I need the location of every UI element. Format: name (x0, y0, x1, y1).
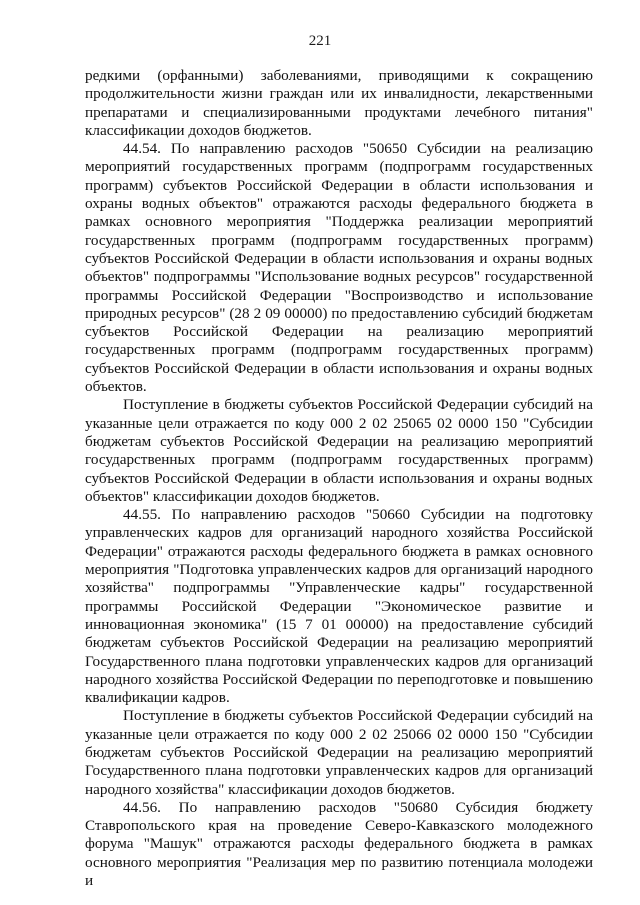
document-body (85, 67, 593, 890)
page-number: 221 (308, 33, 332, 49)
paragraph-44-55-income: Поступление в бюджеты субъектов Российской Федерации субсидий на указанные цели отражается по коду 000 2 02 25066 02 0000 150 "Субсидии бюджетам субъектов Российской Федерации на реализацию мероприятий Государственного плана подготовки управленческих кадров для организаций народного хозяйства" классификации доходов бюджетов. (85, 707, 593, 798)
paragraph-44-55: 44.55. По направлению расходов "50660 Субсидии на подготовку управленческих кадров для организаций народного хозяйства Российской Федерации" отражаются расходы федерального бюджета в рамках основного мероприятия "Подготовка управленческих кадров для организаций народного хозяйства" подпрограммы "Управленческие кадры" государственной программы Российской Федерации "Экономическое развитие и инновационная экономика" (15 7 01 00000) на предоставление субсидий бюджетам субъектов Российской Федерации на реализацию мероприятий Государственного плана подготовки управленческих кадров для организаций народного хозяйства Российской Федерации по переподготовке и повышению квалификации кадров. (85, 506, 593, 707)
paragraph-44-54-income: Поступление в бюджеты субъектов Российской Федерации субсидий на указанные цели отражается по коду 000 2 02 25065 02 0000 150 "Субсидии бюджетам субъектов Российской Федерации на реализацию мероприятий государственных программ (подпрограмм государственных программ) субъектов Российской Федерации в области использования и охраны водных объектов" классификации доходов бюджетов. (85, 396, 593, 505)
paragraph-continuation: редкими (орфанными) заболеваниями, приводящими к сокращению продолжительности жизни граждан или их инвалидности, лекарственными препаратами и специализированными продуктами лечебного питания" классификации доходов бюджетов. (85, 67, 593, 139)
paragraph-44-54: 44.54. По направлению расходов "50650 Субсидии на реализацию мероприятий государственных программ (подпрограмм государственных программ) субъектов Российской Федерации в области использования и охраны водных объектов" отражаются расходы федерального бюджета в рамках основного мероприятия "Поддержка реализации мероприятий государственных программ (подпрограмм государственных программ) субъектов Российской Федерации в области использования и охраны водных объектов" подпрограммы "Использование водных ресурсов" государственной программы Российской Федерации "Воспроизводство и использование природных ресурсов" (28 2 09 00000) по предоставлению субсидий бюджетам субъектов Российской Федерации на реализацию мероприятий государственных программ (подпрограмм государственных программ) субъектов Российской Федерации в области использования и охраны водных объектов. (85, 140, 593, 396)
paragraph-44-56: 44.56. По направлению расходов "50680 Субсидия бюджету Ставропольского края на проведение Северо-Кавказского молодежного форума "Машук" отражаются расходы федерального бюджета в рамках основного мероприятия "Реализация мер по развитию потенциала молодежи и (85, 798, 593, 890)
